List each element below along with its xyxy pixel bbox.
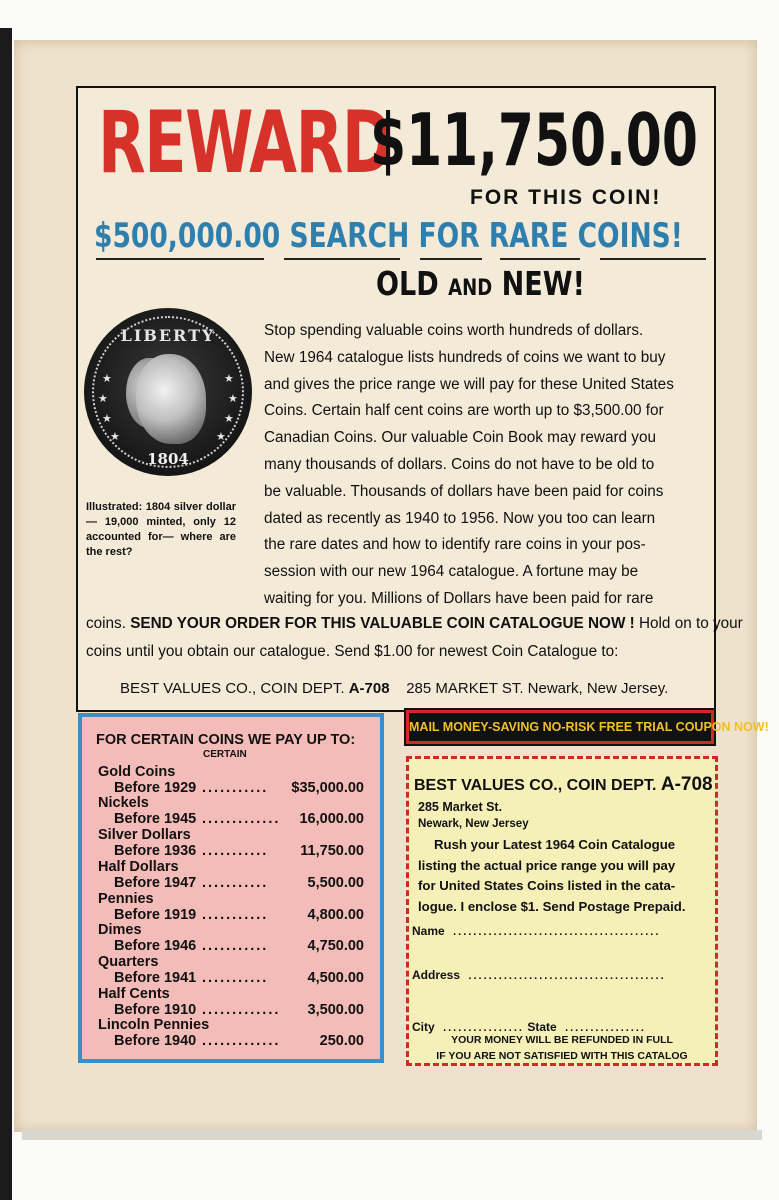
price-table-subheading: CERTAIN (203, 749, 247, 760)
silver-dollar-coin-image (84, 308, 252, 476)
price-before: Before 1929 (114, 780, 197, 796)
coupon-company (414, 774, 713, 796)
price-value: 5,500.00 (307, 875, 364, 891)
coupon-company-name: BEST VALUES CO., COIN DEPT. (414, 777, 657, 794)
coin-year: 1804 (147, 450, 189, 468)
price-before: Before 1945 (114, 811, 197, 827)
price-value: 250.00 (319, 1033, 364, 1049)
coin-caption: Illustrated: 1804 silver dollar — 19,000 minted, only 12 accounted for— where are the rest? (86, 501, 236, 558)
price-coin: Pennies (98, 891, 154, 907)
price-row (98, 764, 368, 796)
coupon-city: Newark, New Jersey (418, 818, 529, 830)
coupon-line: for United States Coins listed in the cata- (418, 878, 676, 893)
price-value: 11,750.00 (300, 843, 364, 859)
coupon-body (418, 835, 708, 917)
star-icon: ★ (216, 431, 226, 443)
search-word-coins: COINS! (577, 216, 683, 256)
underline (600, 258, 706, 260)
search-word-for: FOR (418, 216, 480, 256)
price-row (98, 891, 368, 923)
body-line: and gives the price range we will pay for these United States (264, 375, 674, 393)
name-field[interactable] (412, 924, 660, 938)
star-icon: ★ (102, 373, 112, 385)
order-line-2: coins until you obtain our catalogue. Send $1.00 for newest Coin Catalogue to: (86, 643, 619, 660)
star-icon: ★ (228, 393, 238, 405)
price-dots: ............. (202, 1033, 281, 1049)
address-street: 285 MARKET ST. Newark, New Jersey. (406, 680, 669, 697)
coupon-line: listing the actual price range you will pay (418, 857, 676, 873)
price-before: Before 1910 (114, 1002, 197, 1018)
coin-liberty-text: LIBERTY (120, 326, 216, 345)
price-value: 3,500.00 (307, 1002, 364, 1018)
address-blank[interactable]: ....................................... (463, 970, 666, 982)
name-label: Name (412, 924, 445, 938)
name-blank[interactable]: ......................................... (448, 926, 661, 938)
new-word: NEW! (501, 264, 585, 303)
order-callout: SEND YOUR ORDER FOR THIS VALUABLE COIN CATALOGUE NOW ! (130, 615, 635, 632)
search-word-search: SEARCH (289, 216, 410, 256)
old-word: OLD (376, 264, 439, 303)
body-line: be valuable. Thousands of dollars have been paid for coins (264, 482, 664, 500)
price-value: 16,000.00 (299, 811, 364, 827)
price-row (98, 827, 368, 859)
coupon-dept: A-708 (660, 774, 713, 795)
page-edge (22, 1130, 762, 1140)
body-line: the rare dates and how to identify rare coins in your pos- (264, 536, 646, 554)
body-line: Stop spending valuable coins worth hundreds of dollars. (264, 322, 644, 339)
and-word: AND (448, 276, 493, 301)
body-line: many thousands of dollars. Coins do not have to be old to (264, 455, 655, 473)
price-coin: Half Cents (98, 986, 170, 1002)
price-row (98, 1017, 368, 1049)
price-value: 4,800.00 (307, 907, 364, 923)
underline (284, 258, 400, 260)
search-word-rare: RARE (488, 216, 569, 256)
price-before: Before 1946 (114, 938, 197, 954)
price-row (98, 954, 368, 986)
order-instructions (86, 610, 743, 666)
reward-heading: REWARD (98, 93, 392, 193)
price-dots: ........... (202, 780, 269, 796)
coupon-street: 285 Market St. (418, 800, 503, 814)
body-line: New 1964 catalogue lists hundreds of coins we want to buy (264, 348, 666, 366)
coupon-banner-text: MAIL MONEY-SAVING NO-RISK FREE TRIAL COUPON NOW! (409, 713, 711, 741)
mailing-address (120, 680, 668, 697)
price-coin: Nickels (98, 795, 149, 811)
coupon-banner (404, 708, 769, 746)
star-icon: ★ (110, 431, 120, 443)
search-word-amount: $500,000.00 (94, 216, 281, 256)
price-coin: Half Dollars (98, 859, 179, 875)
price-dots: ............. (202, 1002, 281, 1018)
city-state-field[interactable] (412, 1020, 646, 1034)
order-line-1 (86, 610, 743, 638)
price-value: $35,000.00 (291, 780, 364, 796)
body-line: session with our new 1964 catalogue. A fortune may be (264, 563, 639, 581)
price-before: Before 1940 (114, 1033, 197, 1049)
price-value: 4,500.00 (307, 970, 364, 986)
price-row (98, 922, 368, 954)
price-value: 4,750.00 (307, 938, 364, 954)
underline (96, 258, 264, 260)
order-tail: Hold on to your (638, 615, 743, 632)
coupon-line: logue. I enclose $1. Send Postage Prepaid. (418, 898, 686, 914)
price-dots: ........... (202, 970, 269, 986)
body-line: Coins. Certain half cent coins are worth up to $3,500.00 for (264, 402, 664, 420)
search-headline (94, 216, 683, 257)
star-icon: ★ (98, 393, 108, 405)
order-lead: coins. (86, 615, 126, 632)
body-line: dated as recently as 1940 to 1956. Now you too can learn (264, 509, 656, 527)
price-table-heading: FOR CERTAIN COINS WE PAY UP TO: (96, 732, 356, 748)
price-before: Before 1936 (114, 843, 197, 859)
price-row (98, 859, 368, 891)
refund-note-line-2: IF YOU ARE NOT SATISFIED WITH THIS CATALOG (436, 1050, 688, 1062)
underline (420, 258, 482, 260)
star-icon: ★ (224, 373, 234, 385)
price-dots: ........... (202, 938, 269, 954)
price-coin: Silver Dollars (98, 827, 191, 843)
state-label: State (527, 1020, 557, 1034)
reward-amount: $11,750.00 (370, 98, 698, 182)
price-coin: Quarters (98, 954, 159, 970)
price-dots: ........... (202, 907, 269, 923)
price-dots: ............. (202, 811, 281, 827)
price-coin: Dimes (98, 922, 142, 938)
price-row (98, 795, 368, 827)
price-before: Before 1947 (114, 875, 197, 891)
state-blank[interactable]: ................ (560, 1022, 646, 1034)
address-label: Address (412, 968, 461, 982)
body-line: Canadian Coins. Our valuable Coin Book may reward you (264, 429, 656, 447)
star-icon: ★ (224, 413, 234, 425)
price-row (98, 986, 368, 1018)
coupon-line: Rush your Latest 1964 Coin Catalogue (434, 837, 676, 852)
price-dots: ........... (202, 875, 269, 891)
address-company: BEST VALUES CO., COIN DEPT. (120, 680, 345, 697)
underline (500, 258, 580, 260)
ad-body-text (264, 318, 708, 613)
refund-note-line-1: YOUR MONEY WILL BE REFUNDED IN FULL (451, 1034, 673, 1046)
coin-portrait (136, 354, 206, 444)
address-dept: A-708 (348, 680, 390, 697)
body-line: waiting for you. Millions of Dollars have been paid for rare (264, 589, 654, 607)
price-coin: Gold Coins (98, 764, 176, 780)
price-dots: ........... (202, 843, 269, 859)
city-blank[interactable]: ................ (438, 1022, 524, 1034)
for-this-coin-text: FOR THIS COIN! (470, 186, 662, 209)
city-label: City (412, 1020, 435, 1034)
binding-spine (0, 28, 12, 1200)
address-field[interactable] (412, 968, 666, 982)
price-coin: Lincoln Pennies (98, 1017, 210, 1033)
price-before: Before 1941 (114, 970, 197, 986)
star-icon: ★ (102, 413, 112, 425)
old-and-new-heading (376, 264, 585, 303)
price-before: Before 1919 (114, 907, 197, 923)
